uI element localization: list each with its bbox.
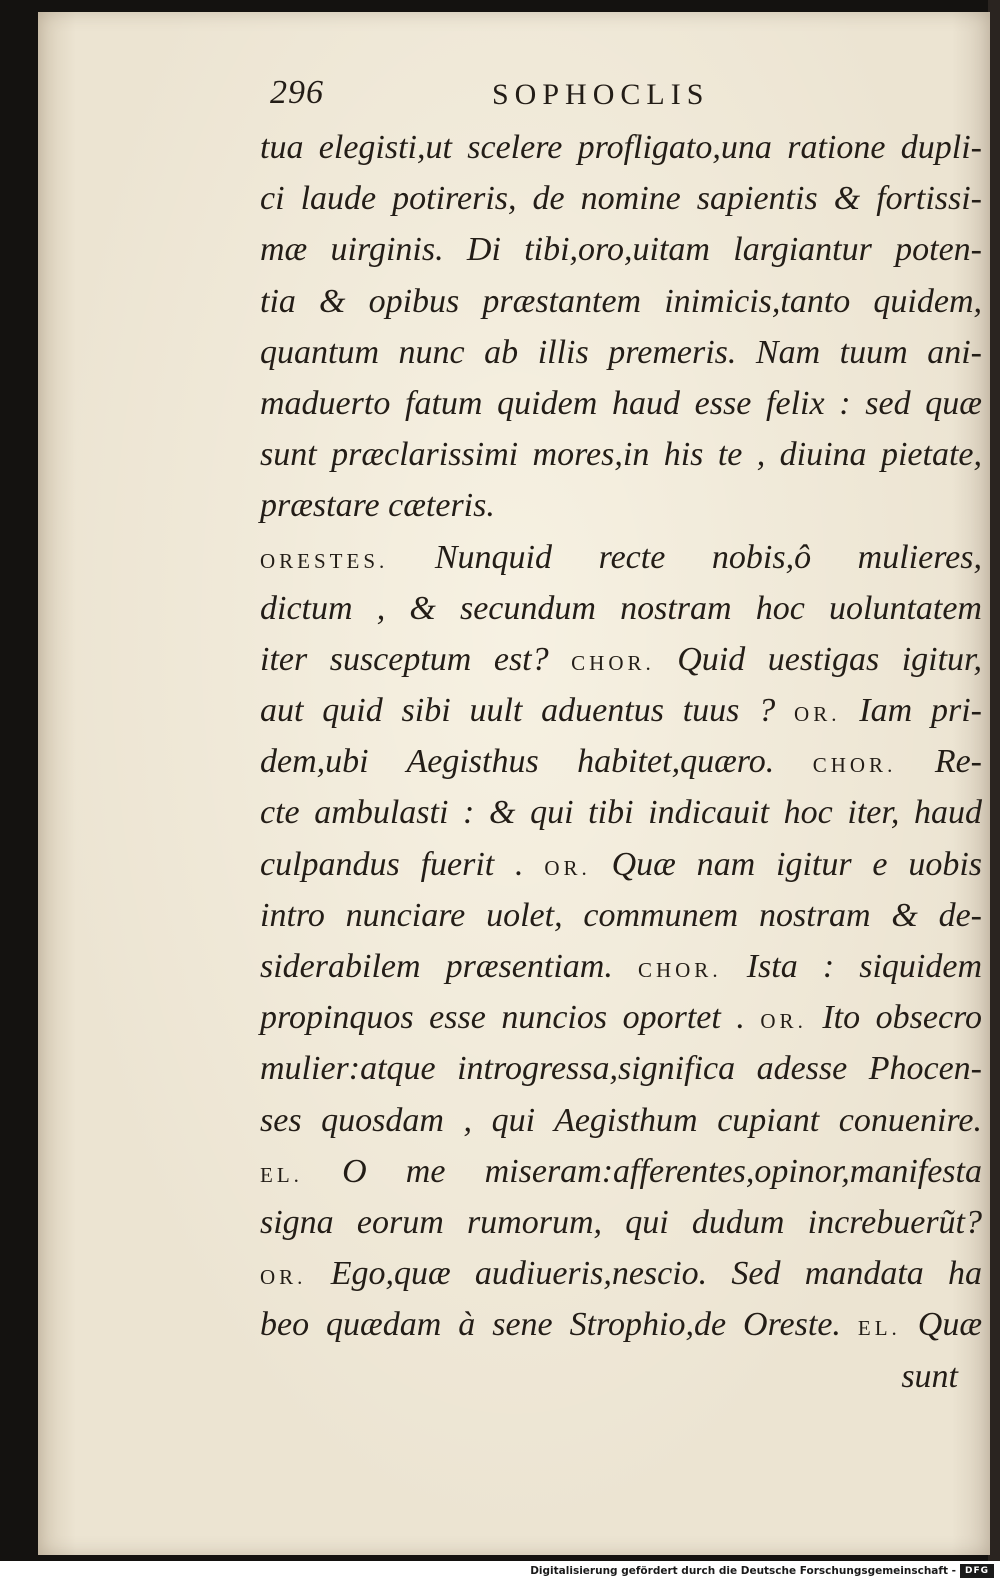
dialogue-text: Quæ (917, 1306, 982, 1344)
dialogue-line (260, 1197, 982, 1248)
speaker-label: OR. (760, 1009, 807, 1034)
body-text (260, 122, 982, 1402)
dialogue-text: O me miseram:afferentes,opinor,manifesta (342, 1152, 982, 1190)
dialogue-line (260, 532, 982, 583)
dialogue-line (260, 941, 982, 992)
dialogue-text: beo quædam à sene Strophio,de Oreste. (260, 1306, 841, 1344)
dialogue-text: propinquos esse nuncios oportet . (260, 999, 745, 1037)
text-line: præstare cæteris. (260, 487, 495, 525)
page-header (270, 74, 790, 118)
dialogue-line (260, 890, 982, 941)
dfg-logo: DFG (960, 1564, 994, 1578)
dialogue-text: cte ambulasti : & qui tibi indicauit hoc iter, haud (260, 794, 982, 832)
text-line: ci laude potireris, de nomine sapientis & fortissi- (260, 180, 982, 218)
text-line: tia & opibus præstantem inimicis,tanto quidem, (260, 282, 982, 320)
speaker-label: OR. (260, 1265, 307, 1290)
speaker-label: OR. (794, 702, 841, 727)
text-line: mæ uirginis. Di tibi,oro,uitam largiantur poten- (260, 231, 982, 269)
speaker-label: CHOR. (571, 650, 655, 675)
digitization-footer (0, 1561, 1000, 1582)
text-line: tua elegisti,ut scelere profligato,una ratione dupli- (260, 129, 982, 166)
dialogue-line (260, 787, 982, 838)
dialogue-text: ses quosdam , qui Aegisthum cupiant conuenire. (260, 1101, 982, 1139)
speaker-label: OR. (544, 855, 591, 880)
dialogue-line (260, 634, 982, 685)
dialogue-text: dictum , & secundum nostram hoc uoluntatem (260, 589, 982, 627)
dialogue-text: Re- (934, 743, 982, 781)
dialogue-text: signa eorum rumorum, qui dudum increbuerũt? (260, 1203, 982, 1241)
speaker-label: CHOR. (812, 753, 897, 778)
dialogue-text: Quid uestigas igitur, (677, 640, 982, 678)
dialogue-text: Ito obsecro (822, 999, 983, 1037)
text-line: sunt præclarissimi mores,in his te , diuina pietate, (260, 436, 982, 474)
dialogue-text: Ista : siquidem (746, 948, 983, 985)
dialogue-text: Iam pri- (859, 692, 982, 730)
dialogue-text: Quæ nam igitur e uobis (611, 845, 982, 883)
dialogue-text: aut quid sibi uult aduentus tuus ? (260, 692, 776, 730)
dialogue-line (260, 685, 982, 736)
page-number: 296 (270, 74, 324, 111)
funding-credit: Digitalisierung gefördert durch die Deutsche Forschungsgemeinschaft - (530, 1565, 956, 1577)
dialogue-text: iter susceptum est? (260, 640, 549, 678)
dialogue-line (260, 1299, 982, 1350)
running-head: SOPHOCLIS (492, 78, 710, 111)
speaker-label: CHOR. (637, 958, 722, 982)
dialogue-text: mulier:atque introgressa,significa adesse Phocen- (260, 1050, 982, 1088)
text-line: maduerto fatum quidem haud esse felix : sed quæ (260, 384, 982, 422)
dialogue-line (260, 839, 982, 890)
catchword: sunt (901, 1357, 958, 1395)
book-page (38, 12, 990, 1555)
dialogue-line (260, 583, 982, 634)
dialogue-text: siderabilem præsentiam. (260, 948, 613, 985)
dialogue-line (260, 1248, 982, 1299)
speaker-label: ORESTES. (260, 548, 389, 573)
dialogue-text: culpandus fuerit . (260, 845, 524, 883)
dialogue-text: Ego,quæ audiueris,nescio. Sed mandata ha (330, 1255, 983, 1293)
dialogue-line (260, 1095, 982, 1146)
dialogue-line (260, 1146, 982, 1197)
dialogue-line (260, 1043, 982, 1094)
dialogue-text: dem,ubi Aegisthus habitet,quæro. (260, 743, 775, 781)
speaker-label: EL. (857, 1316, 901, 1341)
dialogue-text: intro nunciare uolet, communem nostram & de- (260, 896, 982, 934)
dialogue-text: Nunquid recte nobis,ô mulieres, (434, 538, 982, 576)
dialogue-line (260, 736, 982, 787)
dialogue-line (260, 992, 982, 1043)
speaker-label: EL. (260, 1162, 303, 1187)
text-line: quantum nunc ab illis premeris. Nam tuum ani- (260, 333, 982, 371)
